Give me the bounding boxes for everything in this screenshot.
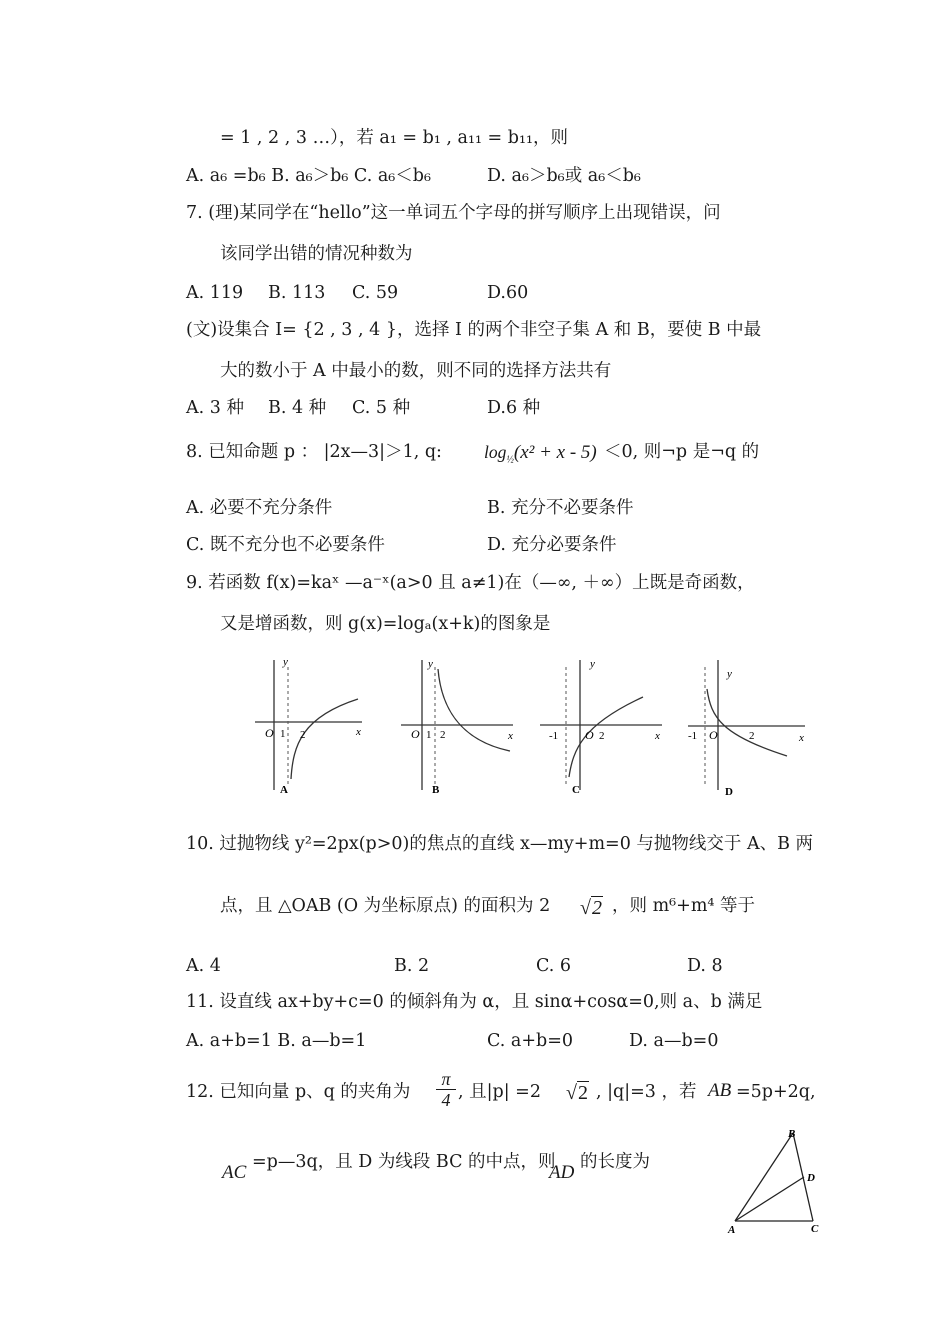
q7-wen-option-b: B. 4 种 — [268, 398, 327, 418]
q12-ab-expr: =5p+2q, — [736, 1082, 816, 1102]
vertex-b: B — [788, 1128, 796, 1140]
q8-log — [484, 441, 597, 472]
origin-label: O — [709, 728, 718, 742]
curve — [707, 689, 787, 756]
q7-line2: 该同学出错的情况种数为 — [220, 244, 413, 264]
q12-sqrt — [566, 1082, 589, 1104]
sqrt-icon: √ — [580, 897, 591, 919]
q12-ab-vector: AB — [708, 1080, 732, 1101]
graph-a — [250, 655, 370, 799]
origin-label: O — [411, 727, 420, 741]
q7-wen-option-c: C. 5 种 — [352, 398, 411, 418]
q6-option-abc: A. a₆ =b₆ B. a₆＞b₆ C. a₆＜b₆ — [186, 166, 431, 186]
q8-option-b: B. 充分不必要条件 — [487, 498, 634, 518]
x-label: x — [799, 732, 804, 744]
tick-label: -1 — [549, 730, 559, 742]
q7-wen-option-a: A. 3 种 — [186, 398, 244, 418]
graph-label: A — [280, 784, 288, 795]
vertex-d: D — [807, 1172, 815, 1184]
q7-option-c: C. 59 — [352, 283, 399, 303]
x-label: x — [655, 730, 660, 742]
side-ab — [735, 1133, 793, 1221]
origin-label: O — [585, 728, 594, 742]
q7-option-b: B. 113 — [268, 283, 326, 303]
graph-d — [685, 655, 815, 799]
sqrt-icon: √ — [566, 1082, 577, 1104]
vertex-c: C — [811, 1223, 819, 1235]
q8-log-sub: ½ — [506, 454, 514, 466]
tick-label: 2 — [599, 730, 605, 742]
q10-option-a: A. 4 — [186, 956, 221, 976]
q8-suffix: ＜0, 则¬p 是¬q 的 — [604, 442, 760, 462]
q7-option-d: D.60 — [487, 283, 529, 303]
graph-c — [537, 655, 667, 799]
curve — [438, 669, 510, 751]
q12-frac-num: π — [436, 1069, 456, 1090]
q12-frac-den: 4 — [441, 1090, 451, 1110]
tick-label: -1 — [688, 730, 698, 742]
x-label: x — [508, 730, 513, 742]
tick-label: 1 — [426, 729, 432, 741]
q7-wen-line2: 大的数小于 A 中最小的数，则不同的选择方法共有 — [220, 361, 612, 381]
q7-line1: 7. (理)某同学在“hello”这一单词五个字母的拼写顺序上出现错误，问 — [186, 203, 721, 223]
q6-continuation: = 1 , 2 , 3 …），若 a₁ = b₁ , a₁₁ = b₁₁，则 — [220, 128, 569, 148]
tick-label: 2 — [749, 730, 755, 742]
q10-sqrt — [580, 897, 603, 919]
q10-sqrt-arg: 2 — [591, 897, 602, 919]
y-label: y — [428, 658, 433, 670]
origin-label: O — [265, 726, 274, 740]
q12-mid: , 且|p| =2 — [458, 1082, 541, 1102]
graph-label: B — [432, 784, 440, 795]
q10-line2b: ，则 m⁶+m⁴ 等于 — [612, 896, 756, 916]
q12-line2: =p—3q，且 D 为线段 BC 的中点，则 — [252, 1152, 556, 1172]
q7-wen-option-d: D.6 种 — [487, 398, 541, 418]
triangle-figure — [725, 1125, 835, 1244]
q12-prefix: 12. 已知向量 p、q 的夹角为 — [186, 1082, 411, 1102]
y-label: y — [727, 668, 732, 680]
vertex-a: A — [728, 1224, 736, 1236]
q8-option-d: D. 充分必要条件 — [487, 535, 617, 555]
q7-option-a: A. 119 — [186, 283, 244, 303]
q6-option-d: D. a₆＞b₆或 a₆＜b₆ — [487, 166, 641, 186]
q8-option-a: A. 必要不充分条件 — [186, 498, 333, 518]
q8-log-base: log — [484, 442, 507, 462]
q8-option-c: C. 既不充分也不必要条件 — [186, 535, 385, 555]
q12-ad-vector: AD — [549, 1162, 575, 1183]
q10-line2a: 点，且 △OAB (O 为坐标原点) 的面积为 2 — [220, 896, 551, 916]
tick-label: 1 — [280, 728, 286, 740]
q8-prefix: 8. 已知命题 p ： |2x—3|＞1, q: — [186, 442, 442, 462]
median-ad — [735, 1177, 804, 1221]
q7-wen-line1: (文)设集合 I= {2 , 3 , 4 }，选择 I 的两个非空子集 A 和 B，要使 B 中最 — [186, 320, 762, 340]
tick-label: 2 — [300, 729, 306, 741]
tick-label: 2 — [440, 729, 446, 741]
q10-option-c: C. 6 — [536, 956, 572, 976]
q9-line1: 9. 若函数 f(x)=kaˣ —a⁻ˣ(a>0 且 a≠1)在（—∞, ＋∞）上既是奇函数， — [186, 573, 755, 593]
q9-line2: 又是增函数，则 g(x)=logₐ(x+k)的图象是 — [220, 614, 551, 634]
q12-sqrt-arg: 2 — [577, 1082, 588, 1104]
y-label: y — [283, 656, 288, 668]
q11-option-c: C. a+b=0 — [487, 1031, 573, 1051]
q10-option-d: D. 8 — [687, 956, 723, 976]
q12-ac-vector: AC — [222, 1162, 247, 1183]
q11-option-ab: A. a+b=1 B. a—b=1 — [186, 1031, 367, 1051]
q10-line1: 10. 过抛物线 y²=2px(p>0)的焦点的直线 x—my+m=0 与抛物线交于 A、B 两 — [186, 834, 814, 854]
q11-option-d: D. a—b=0 — [629, 1031, 719, 1051]
graph-label: C — [572, 784, 580, 795]
graph-label: D — [725, 786, 733, 795]
q10-option-b: B. 2 — [394, 956, 430, 976]
q12-mid2: , |q|=3 ，若 — [596, 1082, 697, 1102]
q12-line2-end: 的长度为 — [580, 1152, 650, 1172]
q8-log-expr: (x² + x - 5) — [513, 442, 597, 463]
q12-fraction — [436, 1069, 456, 1110]
x-label: x — [356, 726, 361, 738]
graph-b — [398, 655, 518, 799]
y-label: y — [590, 658, 595, 670]
q11-line1: 11. 设直线 ax+by+c=0 的倾斜角为 α，且 sinα+cosα=0,则 a、b 满足 — [186, 992, 763, 1012]
